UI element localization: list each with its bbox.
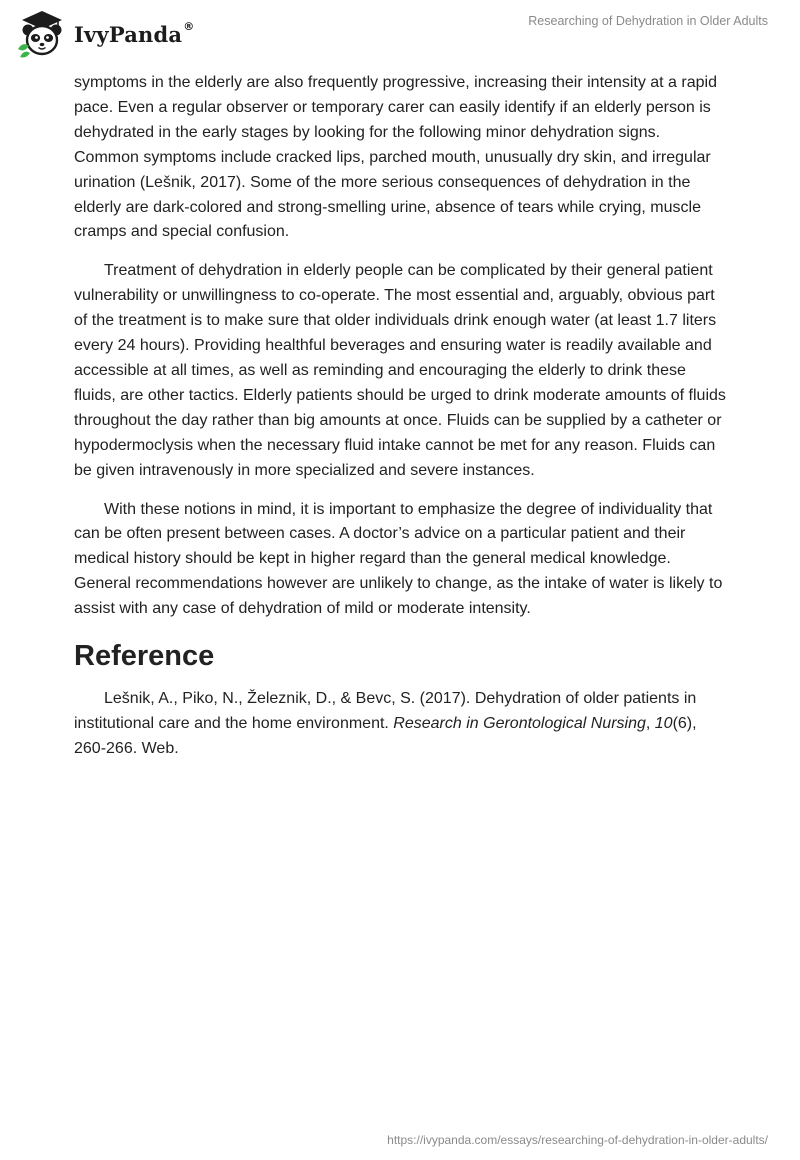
reference-journal: Research in Gerontological Nursing [393,714,646,732]
panda-graduate-icon [14,8,66,58]
body-paragraph: With these notions in mind, it is important to emphasize the degree of individuality that can be often present between cases. A doctor’s advice on a particular patient and their medical history should be kept in higher regard than the general medical knowledge. General recommendations however are unlikely to change, as the intake of water is likely to assist with any case of dehydration of mild or moderate intensity. [74,500,723,618]
essay-content [74,71,726,762]
body-paragraph: symptoms in the elderly are also frequently progressive, increasing their intensity at a rapid pace. Even a regular observer or temporary carer can easily identify if an elderly person is dehydrated in the early stages by looking for the following minor dehydration signs. Common symptoms include cracked lips, parched mouth, unusually dry skin, and irregular urination (Lešnik, 2017). Some of the more serious consequences of dehydration in the elderly are dark-colored and strong-smelling urine, absence of tears while crying, muscle cramps and special confusion. [74,74,717,241]
ivypanda-logo[interactable] [14,8,194,58]
registered-mark: ® [183,19,195,33]
page-header [0,0,800,62]
reference-authors: Lešnik, A., Piko, N., Železnik, D., & Bevc, S. (2017). Dehydration of older patients in institutional care and the home environment. [74,690,697,732]
body-paragraph: Treatment of dehydration in elderly people can be complicated by their general patient vulnerability or unwillingness to co-operate. The most essential and, arguably, obvious part of the treatment is to make sure that older individuals drink enough water (at least 1.7 liters every 24 hours). Providing healthful beverages and ensuring water is readily available and accessible at all times, as well as reminding and encouraging the elderly to drink these fluids, are other tactics. Elderly patients should be urged to drink moderate amounts of fluids throughout the day rather than big amounts at once. Fluids can be supplied by a catheter or hypodermoclysis when the necessary fluid intake cannot be met for any reason. Fluids can be given intravenously in more specialized and severe instances. [74,262,726,479]
logo-wordmark [74,19,195,47]
document-title: Researching of Dehydration in Older Adults [528,14,768,28]
reference-separator: , [645,714,655,732]
reference-volume: 10 [654,714,673,732]
source-url[interactable]: https://ivypanda.com/essays/researching-of-dehydration-in-older-adults/ [387,1133,768,1147]
logo-wordmark-text: IvyPanda [74,21,183,47]
reference-entry [74,687,726,762]
reference-issue-pages: (6), 260-266. Web. [74,714,697,757]
reference-heading: Reference [74,640,215,673]
